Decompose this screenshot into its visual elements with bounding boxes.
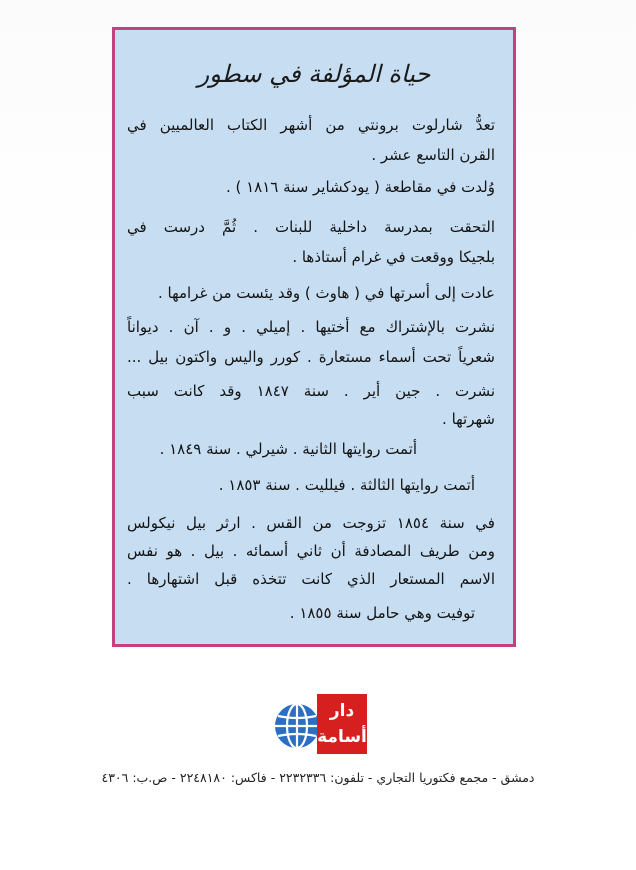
logo-text-top: دار: [329, 701, 355, 721]
bio-line: بلجيكا ووقعت في غرام أستاذها .: [292, 248, 495, 266]
bio-line: وُلدت في مقاطعة ( يودكشاير سنة ١٨١٦ ) .: [225, 178, 495, 196]
publisher-address: دمشق - مجمع فكتوريا التجاري - تلفون: ٢٢٣٢٣٣٦ - فاكس: ٢٢٤٨١٨٠ - ص.ب: ٤٣٠٦: [101, 770, 535, 785]
bio-line: الاسم المستعار الذي كانت تتخذه قبل اشتهارها .: [127, 570, 495, 588]
logo-wordmark: [317, 694, 367, 754]
logo-text-bottom: أسامة: [317, 727, 367, 747]
bio-line: نشرت . جين أير . سنة ١٨٤٧ وقد كانت سبب: [127, 382, 496, 400]
bio-line: شهرتها .: [442, 410, 495, 428]
bio-title: حياة المؤلفة في سطور: [197, 60, 431, 88]
bio-line: ومن طريف المصادفة أن ثاني أسمائه . بيل . هو نفس: [127, 542, 495, 560]
globe-icon: [273, 702, 321, 750]
bio-line: أتمت روايتها الثانية . شيرلي . سنة ١٨٤٩ .: [159, 440, 417, 458]
bio-line: القرن التاسع عشر .: [371, 146, 495, 164]
bio-line: تعدُّ شارلوت برونتي من أشهر الكتاب العالميين في: [127, 116, 495, 134]
publisher-logo: [273, 694, 367, 754]
bio-line: عادت إلى أسرتها في ( هاوث ) وقد يئست من غرامها .: [157, 284, 495, 302]
bio-line: نشرت بالإشتراك مع أختيها . إميلي . و . آن . ديواناً: [127, 318, 495, 336]
author-bio-box: [112, 27, 516, 647]
bio-line: أتمت روايتها الثالثة . فيلليت . سنة ١٨٥٣ .: [218, 476, 475, 494]
bio-line: توفيت وهي حامل سنة ١٨٥٥ .: [289, 604, 475, 622]
bio-line: شعرياً تحت أسماء مستعارة . كورر واليس واكتون بيل ...: [127, 348, 495, 366]
bio-line: التحقت بمدرسة داخلية للبنات . ثُمَّ درست في: [127, 218, 495, 236]
bio-line: في سنة ١٨٥٤ تزوجت من القس . ارثر بيل نيكولس: [127, 514, 495, 532]
